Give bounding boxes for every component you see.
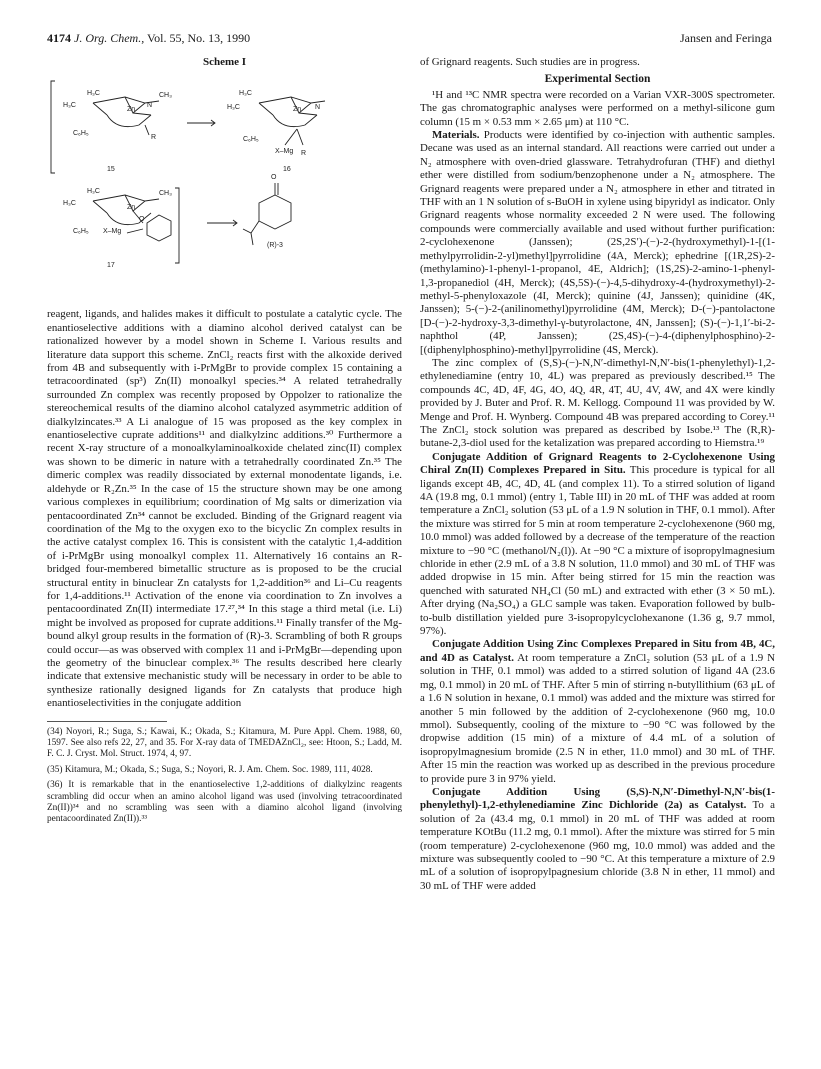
- label-o-product: O: [271, 174, 277, 182]
- paragraph-conjugate-addition-1: [420, 451, 775, 639]
- label-product: (R)-3: [267, 242, 283, 250]
- label-ch3-15: CH₃: [159, 92, 172, 100]
- label-h3c-17a: H₃C: [87, 188, 100, 196]
- label-xmg-16: X–Mg: [275, 148, 294, 156]
- label-xmg-17: X–Mg: [103, 228, 122, 236]
- paragraph-conjugate-addition-2: [420, 638, 775, 785]
- label-compound-15: 15: [107, 166, 115, 174]
- section-title-experimental: Experimental Section: [544, 73, 651, 86]
- label-h3c-15a: H₃C: [87, 90, 100, 98]
- page-number: 4174: [47, 31, 71, 45]
- label-h3c-17b: H₃C: [63, 200, 76, 208]
- scheme-bracket-17: [175, 188, 179, 263]
- label-r-16: R: [301, 150, 307, 158]
- paragraph-nmr: ¹H and ¹³C NMR spectra were recorded on a Varian VXR-300S spectrometer. The gas chromatographic analyses were performed on a methyl-silicone gum column (15 m × 0.53 mm × 2.65 μm) at 110 °C.: [420, 88, 775, 128]
- label-c6h5-16: C₆H₅: [243, 136, 259, 144]
- header-citation: [47, 30, 250, 46]
- complex-16-ring: [273, 115, 317, 127]
- footnote-36: (36) It is remarkable that in the enantioselective 1,2-additions of dialkylzinc reagents scrambling did occur when an amino alcohol ligand was used (involving tetracoordinated Zn(II))³⁴ and no scrambling was seen with a diamino alcohol ligand (involving pentacoordinated Zn(II)).³³: [47, 780, 402, 825]
- conjugate-addition-1-heading: Conjugate Addition of Grignard Reagents to 2-Cyclohexenone Using Chiral Zn(II) Complexes Prepared in Situ.: [420, 450, 775, 477]
- scheme-title: Scheme I: [202, 56, 247, 68]
- journal-name: J. Org. Chem.,: [74, 31, 145, 45]
- running-header: [47, 30, 772, 46]
- label-compound-17: 17: [107, 262, 115, 270]
- header-authors: Jansen and Feringa: [680, 31, 772, 45]
- footnote-35: (35) Kitamura, M.; Okada, S.; Suga, S.; Noyori, R. J. Am. Chem. Soc. 1989, 111, 4028.: [47, 764, 373, 775]
- paragraph-conjugate-addition-3: [420, 786, 775, 893]
- conjugate-addition-1-text: This procedure is typical for all ligands except 4B, 4C, 4D, 4L (and complex 11). To a stirred solution of ligand 4A (19.8 mg, 0.1 mmol) (entry 1, Table III) in 20 mL of THF was added at room temperature a ZnCl₂ solution (53 μL of a 1.9 N solution in THF, 0.1 mmol). After the mixture was stirred for 5 min at room temperature 2-cyclohexenone (960 mg, 10.0 mmol) was added followed by a decrease of the temperature of the reaction mixture to −90 °C (methanol/N₂(l)). At −90 °C a mixture of isopropylmagnesium chloride in ether (2.9 mL of a 3.8 N solution, 11.0 mmol) and 30 mL of THF was added dropwise in 15 min. After being stirred for 15 min the reaction was quenched with saturated NH₄Cl (50 mL) and extracted with ether (3 × 50 mL). After drying (Na₂SO₄) a GLC sample was taken. Evaporation followed by bulb-to-bulb distillation yielded pure 3-isopropylcyclohexanone (1.36 g, 9.7 mmol, 97%).: [420, 464, 775, 638]
- body-paragraph-mechanism: reagent, ligands, and halides makes it difficult to postulate a catalytic cycle. The enantioselective additions with a diamino alcohol derived catalyst can be rationalized however by a model shown in Scheme I. Various results and literature data support this scheme. ZnCl₂ reacts first with the alkoxide derived from 4B and subsequently with i-PrMgBr to provide complex 15 containing a tetracoordinated (sp³) Zn(II) monoalkyl species.³⁴ A related tetrahedrally surrounded Zn complex was recently proposed by Oppolzer to rationalize the stereochemical results of the diamino alcohol catalyzed asymmetric addition of dialkylzincates.³³ A Li analogue of 15 was proposed as the key complex in enantioselective cuprate additions¹¹ and dialkylzinc additions.³⁰ Furthermore a recent X-ray structure of a monoalkylaminoalkoxide chelated zinc(II) complex was shown to be dimeric in nature with a tetrahedrally coordinated Zn.³⁵ The dimeric complex was readily dissociated by external monodentate ligands, i.e. aldehyde or R₂Zn.³⁵ In the case of 15 the structure shown may be one among various complexes in equilibrium; coordination of Mg salts or dimerization via pentacoordinated Zn³⁴ cannot be excluded. Binding of the Grignard reagent via coordination of the Mg to the oxygen exo to the bicyclic Zn complex results in the active catalyst complex 16. This is consistent with the catalytic 1,4-addition of i-PrMgBr using monoalkyl complex 11. Alternatively 16 contains an R-bridged four-membered bimetallic structure as is proposed to be the crucial structural entity in binuclear Zn catalysts for 1,2-addition³⁶ and Li–Cu reagents for 1,4-additions.¹¹ Activation of the enone via coordination to Zn involves a pentacoordinated Zn(II) intermediate 17.²⁷,³⁴ In this stage a third metal (i.e. Li) might be involved as proposed for cuprate additions.¹¹ Finally transfer of the Mg-bound alkyl group results in the formation of (R)-3. Scrambling of both R groups could occur—as was observed with complex 11 and i-PrMgBr—depending upon the geometry of the binuclear complex.³⁶ The results described here clearly indicate that extensive mechanistic study will be necessary in order to be able to synthesize rationally designed ligands for Zn catalysts that produce high enantioselectivities in the conjugate addition: [47, 308, 402, 710]
- scheme-bracket-top: [51, 81, 55, 173]
- conjugate-addition-2-heading: Conjugate Addition Using Zinc Complexes Prepared in Situ from 4B, 4C, and 4D as Catalyst.: [420, 638, 775, 664]
- label-c6h5-17: C₆H₅: [73, 228, 89, 236]
- label-c6h5-15: C₆H₅: [73, 130, 89, 138]
- label-ch3-17: CH₃: [159, 190, 172, 198]
- label-h3c-15b: H₃C: [63, 102, 76, 110]
- label-n2-16: N: [315, 104, 321, 112]
- footnote-rule: [47, 721, 167, 722]
- label-r-15: R: [151, 134, 157, 142]
- conjugate-addition-2-text: At room temperature a ZnCl₂ solution (53 μL of a 1.9 N solution in THF, 0.1 mmol) was added to a stirred solution of ligand 4A (23.6 mg, 0.1 mmol) in 20 mL of THF. After 5 min of stirring n-butyllithium (63 μL of a 1.6 N solution in hexane, 0.1 mmol) was added and the mixture was stirred for another 5 min followed by the addition of 2-cyclohexenone (960 mg, 10.0 mmol). Subsequently, cooling of the mixture to −90 °C was followed by the dropwise addition (15 min) of a mixture of 4.4 mL of a solution of isopropylmagnesium bromide (2.5 N in ether, 11.0 mmol) and 30 mL of THF. After 15 min the reaction was worked up as described in the previous procedure to provide pure 3 in 97% yield.: [420, 651, 775, 785]
- label-zn-17: Zn: [127, 204, 136, 212]
- paragraph-materials: [420, 129, 775, 357]
- label-o-17: O: [139, 216, 145, 224]
- label-compound-16: 16: [283, 166, 291, 174]
- scheme-i-figure: [47, 73, 402, 308]
- product-cyclohexanone-ring: [259, 195, 291, 229]
- right-column: [420, 56, 775, 893]
- cyclohexene-ring: [147, 215, 171, 241]
- conjugate-addition-3-heading: Conjugate Addition Using (S,S)-N,N′-Dimethyl-N,N′-bis(1-phenylethyl)-1,2-ethylenediamine Zinc Dichloride (2a) as Catalyst.: [420, 785, 775, 812]
- materials-text: Products were identified by co-injection with authentic samples. Decane was used as an internal standard. All reactions were carried out under a N₂ atmosphere with oven-dried glassware. Tetrahydrofuran (THF) and diethyl ether were distilled from sodium/benzophenone under a N₂ atmosphere. The Grignard reagents were prepared under a N₂ atmosphere in ether and titrated in THF with an 1 N solution of s-BuOH in xylene using bipyridyl as indicator. Only Grignard reagents whose normality exceeded 2 N were used. The following compounds were commercially available and used without further purification: 2-cyclohexenone (Janssen); (2S,2S′)-(−)-2-(hydroxymethyl)-1-[(1-methylpyrrolidin-2-yl)methyl]pyrrolidine (4A, Merck); ephedrine [(1R,2S)-2-(methylamino)-1-phenyl-1-propanol, 4E, Aldrich]; (1S,2S)-2-amino-1-phenyl-1,3-propanediol (4H, Merck); (4S,5S)-(−)-4,5-dihydroxy-4-(hydroxymethyl)-2-methyl-5-phenyloxazole (4I, Merck); quinine (4J, Janssen); quinidine (4K, Janssen); 5-(−)-2-(anilinomethyl)pyrrolidine (4M, Merck); D-(−)-pantolactone [D-(−)-2-hydroxy-3,3-dimethyl-γ-butyrolactone, 4N, Janssen]; (S)-(−)-1,1′-bi-2-naphthol (4P, Janssen); (2S,4S)-(−)-4-(diphenylphosphino)-2-[(diphenylphosphino)-methyl]pyrrolidine (4S, Merck).: [420, 129, 775, 356]
- footnote-34: (34) Noyori, R.; Suga, S.; Kawai, K.; Okada, S.; Kitamura, M. Pure Appl. Chem. 1988, 60, 1597. See also refs 22, 27, and 35. For X-ray data of TMEDAZnCl₂, see: Htoon, S.; Ladd, M. F. C. J. Cryst. Mol. Struct. 1974, 4, 97.: [47, 726, 402, 760]
- conjugate-addition-3-text: To a solution of 2a (43.4 mg, 0.1 mmol) in 20 mL of THF was added at room temperature KOtBu (11.2 mg, 0.1 mmol). After the mixture was stirred for 5 min (room temperature) 2-cyclohexenone (960 mg, 10.0 mmol) was added and the mixture was subsequently cooled to −90 °C. At this temperature a mixture of 2.9 mL of a solution of isopropylpagnesium chloride (3.8 N in ether, 11 mmol) and 30 mL of THF were added: [420, 799, 775, 892]
- complex-15-ring: [107, 115, 151, 127]
- paragraph-zinc-complex: The zinc complex of (S,S)-(−)-N,N′-dimethyl-N,N′-bis(1-phenylethyl)-1,2-ethylenediamine (entry 10, 4L) was prepared as previously described.¹⁵ The compounds 4C, 4D, 4F, 4G, 4O, 4Q, 4R, 4T, 4U, 4V, 4W, and 4X were kindly provided by J. Buter and Prof. R. M. Kellogg. Compound 11 was provided by W. Menge and Prof. H. Wynberg. Compound 4B was prepared according to Corey.¹¹ The ZnCl₂ stock solution was prepared as described by Isobe.¹³ The (R,R)-butane-2,3-diol used for the ketalization was prepared according to Hiemstra.¹⁹: [420, 356, 775, 450]
- materials-heading: Materials.: [432, 129, 480, 142]
- label-n1-15: N: [147, 102, 153, 110]
- label-h3c-16a: H₃C: [239, 90, 252, 98]
- label-zn-16: Zn: [293, 106, 302, 114]
- volume-info: Vol. 55, No. 13, 1990: [147, 31, 251, 45]
- label-zn-15: Zn: [127, 106, 136, 114]
- left-column: [47, 56, 402, 830]
- label-h3c-16b: H₃C: [227, 104, 240, 112]
- intro-line: of Grignard reagents. Such studies are in progress.: [420, 56, 640, 68]
